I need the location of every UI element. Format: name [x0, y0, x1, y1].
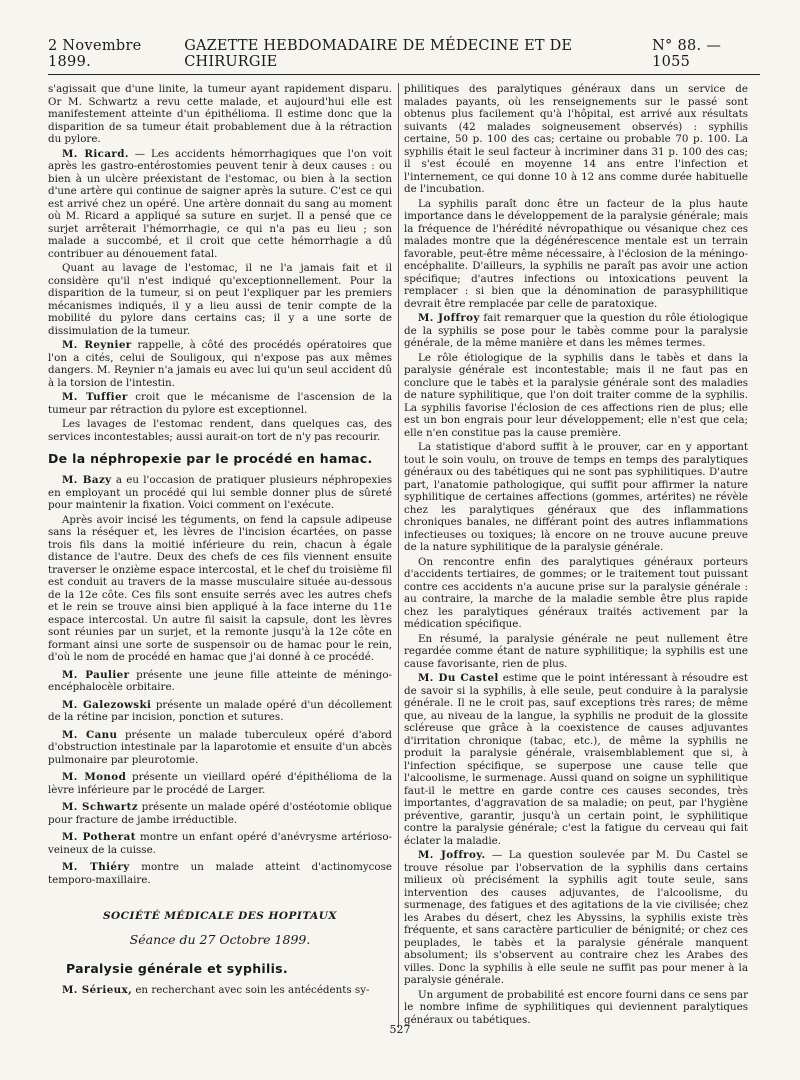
speaker-name: M. Tuffier: [62, 391, 128, 403]
left-column: [48, 83, 392, 1028]
paragraph: Après avoir incisé les téguments, on fend la capsule adipeuse sans la réséquer et, les lèvres de l'incision écartées, on passe trois fils dans la moitié inférieure du rein, chacun à égale distance de l'autre. Deux des chefs de ces fils viennent ensuite traverser le onzième espace intercostal, et le chef du troisième fil est conduit au travers de la masse musculaire située au-dessous de la 12e côte. Ces fils sont ensuite serrés avec les autres chefs et le rein se trouve ainsi bien appliqué à la face interne du 11e espace intercostal. Un autre fil saisit la capsule, dont les lèvres sont réunies par un surjet, et la remonte jusqu'à la 12e côte en formant ainsi une sorte de suspensoir ou de hamac pour le rein, d'où le nom de procédé en hamac que j'ai donné à ce procédé.: [48, 513, 392, 663]
speaker-name: M. Paulier: [62, 668, 130, 681]
paragraph: s'agissait que d'une linite, la tumeur ayant rapidement disparu. Or M. Schwartz a revu cette malade, et aujourd'hui elle est manifestement atteinte d'un épithélioma. Il estime donc que la disparition de sa tumeur était probablement due à la rétraction du pylore.: [48, 83, 392, 145]
paragraph-text: présente un malade opéré d'ostéotomie oblique pour fracture de jambe irréductible.: [48, 801, 392, 826]
session-date: Séance du 27 Octobre 1899.: [129, 932, 311, 947]
paragraph: La syphilis paraît donc être un facteur de la plus haute importance dans le développement de la paralysie générale; mais la fréquence de l'hérédité névropathique ou vésanique chez ces malades montre que la dégénérescence mentale est un terrain favorable, peut-être même nécessaire, à l'éclosion de la méningo-encéphalite. D'ailleurs, la syphilis ne paraît pas avoir une action spécifique; d'autres infections ou intoxications peuvent la remplacer : si bien que la dénomination de parasyphilitique devrait être remplacée par celle de paratoxique.: [404, 197, 748, 310]
paragraph: [48, 699, 392, 724]
journal-title: GAZETTE HEBDOMADAIRE DE MÉDECINE ET DE CHIRURGIE: [184, 38, 573, 70]
paragraph-text: a eu l'occasion de pratiquer plusieurs néphropexies en employant un procédé qui lui semble donner plus de sûreté pour maintenir la fixation. Voici comment on l'exécute.: [48, 474, 392, 511]
paragraph: [48, 148, 392, 261]
paragraph-text: présente un malade opéré d'un décollement de la rétine par incision, ponction et sutures.: [48, 698, 392, 723]
issue-date: 2 Novembre 1899.: [48, 38, 142, 70]
speaker-name: M. Canu: [62, 728, 118, 741]
paragraph: [404, 849, 748, 987]
paragraph-text: — Les accidents hémorrhagiques que l'on voit après les gastro-entérostomies peuvent tenir à deux causes : ou bien à un ulcère préexistant de l'estomac, ou bien à la section d'une artère qui continue de saigner après la suture. C'est ce qui est arrivé chez un opéré. Une artère donnait du sang au moment où M. Ricard a appliqué sa suture en surjet. Il a pensé que ce surjet arrêterait l'hémorrhagie, ce qui n'a pas eu lieu ; son malade a succombé, et il croit que cette hémorrhagie a dû contribuer au dénouement fatal.: [48, 147, 393, 260]
paragraph: philitiques des paralytiques généraux dans un service de malades payants, où les renseignements sur le passé sont obtenus plus facilement qu'à l'hôpital, est arrivé aux résultats suivants (42 malades soigneusement observés) : syphilis certaine, 50 p. 100 des cas; certaine ou probable 70 p. 100. La syphilis était le seul facteur à incriminer dans 31 p. 100 des cas; il s'est écoulé en moyenne 14 ans entre l'infection et l'internement, ce qui donne 10 à 12 ans comme durée habituelle de l'incubation.: [404, 83, 748, 195]
page-folio: 527: [389, 1023, 411, 1036]
paragraph-text: présente une jeune fille atteinte de méningo-encéphalocèle orbitaire.: [48, 668, 392, 693]
speaker-name: M. Joffroy.: [418, 849, 486, 861]
paragraph-text: montre un malade atteint d'actinomycose temporo-maxillaire.: [48, 861, 393, 886]
paragraph-text: présente un malade tuberculeux opéré d'abord d'obstruction intestinale par la laparotomie et ensuite d'un abcès pulmonaire par pleurotomie.: [48, 728, 392, 766]
paragraph-text: rappelle, à côté des procédés opératoires que l'on a cités, celui de Souligoux, qui n'expose pas aux mêmes dangers. M. Reynier n'a jamais eu avec lui qu'un seul accident dû à la torsion de l'intestin.: [48, 339, 392, 389]
paragraph-text: en recherchant avec soin les antécédents sy-: [132, 984, 370, 996]
paragraph-text: montre un enfant opéré d'anévrysme artérioso-veineux de la cuisse.: [48, 831, 393, 856]
paragraph-text: estime que le point intéressant à résoudre est de savoir si la syphilis, à elle seule, peut conduire à la paralysie générale. Il ne le croit pas, sauf exceptions très rares; de même que, au niveau de la langue, la syphilis ne produit de la glossite scléreuse que grâce à la coexistence de causes adjuvantes d'irritation chronique (tabac, etc.), de même la syphilis ne produit la paralysie générale, vraisemblablement que si, à l'infection spécifique, se superpose une cause telle que l'alcoolisme, le surmenage. Aussi quand on soigne un syphilitique faut-il le mettre en garde contre ces causes secondes, très importantes, d'aggravation de sa maladie; on peut, par l'hygiène préventive, garantir, jusqu'à un certain point, le syphilitique contre la paralysie générale; c'est la fatigue du cerveau qui fait éclater la maladie.: [404, 672, 748, 847]
speaker-name: M. Thiéry: [62, 861, 130, 873]
paragraph: [48, 474, 392, 512]
paragraph-text: présente un vieillard opéré d'épithélioma de la lèvre inférieure par le procédé de Larger.: [48, 771, 392, 796]
paragraph-text: croit que le mécanisme de l'ascension de la tumeur par rétraction du pylore est exceptionnel.: [48, 391, 392, 416]
speaker-name: M. Bazy: [62, 474, 112, 486]
paragraph: [48, 984, 392, 997]
paragraph: Les lavages de l'estomac rendent, dans quelques cas, des services incontestables; aussi aurait-on tort de n'y pas recourir.: [48, 418, 392, 443]
speaker-name: M. Galezowski: [62, 698, 152, 711]
paragraph: Quant au lavage de l'estomac, il ne l'a jamais fait et il considère qu'il n'est indiqué qu'exceptionnellement. Pour la disparition de la tumeur, si on peut l'expliquer par les premiers mécanismes indiqués, il y a lieu aussi de tenir compte de la mobilité du pylore dans certains cas; il y a une sorte de dissimulation de la tumeur.: [48, 262, 392, 337]
society-heading: SOCIÉTÉ MÉDICALE DES HOPITAUX: [102, 910, 338, 922]
paragraph: [48, 339, 392, 389]
paragraph: [48, 861, 392, 886]
paragraph: [48, 801, 392, 826]
speaker-name: M. Potherat: [62, 831, 136, 843]
two-column-body: [48, 83, 760, 1028]
speaker-name: M. Ricard.: [62, 147, 129, 160]
speaker-name: M. Monod: [62, 771, 127, 783]
speaker-name: M. Reynier: [62, 339, 132, 351]
paragraph: [48, 831, 392, 856]
paragraph: [48, 669, 392, 694]
journal-page: [48, 38, 760, 1068]
speaker-name: M. Sérieux,: [62, 984, 133, 996]
running-header: [48, 38, 760, 75]
paragraph: [48, 391, 392, 416]
speaker-name: M. Du Castel: [418, 672, 499, 684]
paragraph: En résumé, la paralysie générale ne peut nullement être regardée comme étant de nature syphilitique; la syphilis est une cause favorisante, rien de plus.: [404, 632, 748, 670]
issue-number: N° 88. — 1055: [652, 38, 722, 70]
speaker-name: M. Joffroy: [418, 312, 480, 324]
paragraph-text: fait remarquer que la question du rôle étiologique de la syphilis se pose pour le tabès comme pour la paralysie générale, de la même manière et dans les mêmes termes.: [404, 312, 748, 349]
paragraph: Un argument de probabilité est encore fourni dans ce sens par le nombre infime de syphilitiques qui deviennent paralytiques généraux ou tabétiques.: [404, 988, 748, 1026]
right-column: [404, 83, 748, 1028]
paragraph: Le rôle étiologique de la syphilis dans le tabès et dans la paralysie générale est incontestable; mais il ne faut pas en conclure que le tabès et la paralysie générale sont des maladies de nature syphilitique, que l'on doit traiter comme de la syphilis. La syphilis favorise l'éclosion de ces affections rien de plus; elle est un bon engrais pour leur développement; elle n'est que cela; elle n'en constitue pas la cause première.: [404, 351, 748, 439]
paragraph: [404, 672, 748, 847]
paragraph-text: — La question soulevée par M. Du Castel se trouve résolue par l'observation de la syphilis dans certains milieux où précisément la syphilis agit toute seule, sans intervention des causes adjuvantes, de l'alcoolisme, du surmenage, des fatigues et des agitations de la vie civilisée; chez les Arabes du désert, chez les Abyssins, la syphilis existe très fréquente, et sans caractère particulier de bénignité; or chez ces peuplades, le tabès et la paralysie générale manquent absolument; ils s'observent au contraire chez les Arabes des villes. Donc la syphilis à elle seule ne suffit pas pour mener à la paralysie générale.: [404, 849, 748, 986]
paragraph: La statistique d'abord suffit à le prouver, car en y apportant tout le soin voulu, on trouve de temps en temps des paralytiques généraux ou des tabétiques qui ne sont pas syphilitiques. D'autre part, l'anatomie pathologique, qui suffit pour affirmer la nature syphilitique de certaines affections (gommes, artérites) ne révèle chez les paralytiques généraux que des inflammations chroniques banales, ne différant point des autres inflammations infectieuses ou toxiques; là encore on ne trouve aucune preuve de la nature syphilitique de la paralysie générale.: [404, 441, 748, 553]
section-heading: Paralysie générale et syphilis.: [66, 961, 288, 976]
paragraph: [48, 771, 392, 796]
paragraph: [404, 312, 748, 350]
section-heading: De la néphropexie par le procédé en hamac.: [48, 451, 373, 466]
paragraph: [48, 729, 392, 767]
speaker-name: M. Schwartz: [62, 801, 139, 813]
paragraph: On rencontre enfin des paralytiques généraux porteurs d'accidents tertiaires, de gommes; or le traitement tout puissant contre ces accidents n'a aucune prise sur la paralysie générale : au contraire, la marche de la maladie semble être plus rapide chez les paralytiques généraux traités activement par la médication spécifique.: [404, 555, 748, 630]
